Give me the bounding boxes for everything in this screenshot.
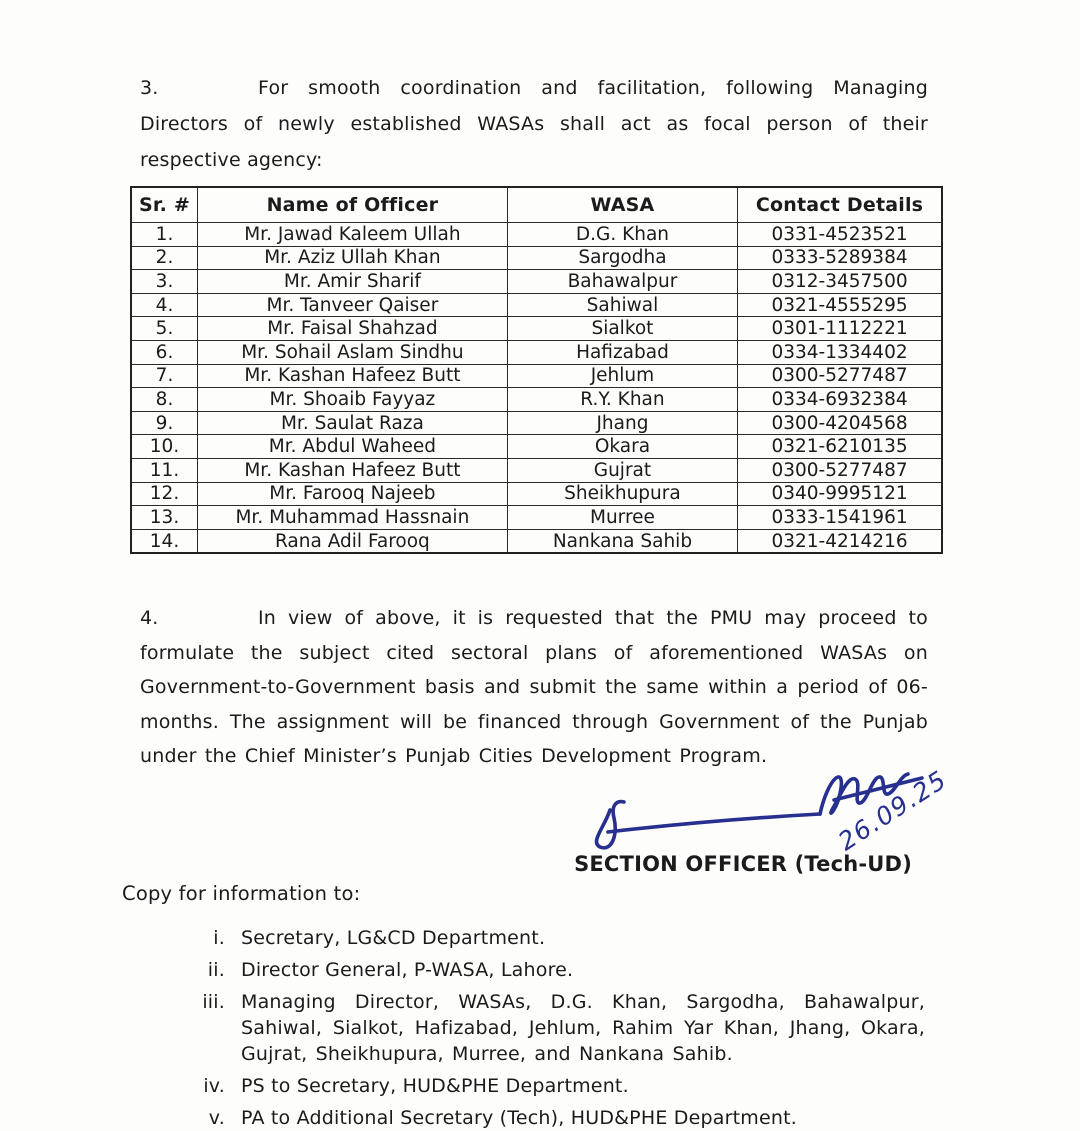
copy-item-text: Director General, P-WASA, Lahore. <box>241 958 574 981</box>
cell-sr: 2. <box>131 246 198 270</box>
cell-sr: 5. <box>131 317 198 341</box>
cell-contact: 0321-4555295 <box>738 293 942 317</box>
cell-sr: 3. <box>131 270 198 294</box>
cell-name: Mr. Kashan Hafeez Butt <box>198 458 508 482</box>
cell-name: Mr. Kashan Hafeez Butt <box>198 364 508 388</box>
header-contact: Contact Details <box>738 187 942 223</box>
cell-wasa: D.G. Khan <box>507 223 737 247</box>
cell-contact: 0312-3457500 <box>738 270 942 294</box>
cell-sr: 8. <box>131 388 198 412</box>
paragraph-4 <box>140 601 928 774</box>
section-officer-title: SECTION OFFICER (Tech-UD) <box>574 851 912 876</box>
table-row <box>131 529 942 553</box>
cell-wasa: Hafizabad <box>507 340 737 364</box>
table-row <box>131 293 942 317</box>
cell-wasa: Jehlum <box>507 364 737 388</box>
cell-name: Mr. Faisal Shahzad <box>198 317 508 341</box>
copy-item-numeral: v. <box>208 1106 225 1129</box>
cell-wasa: Jhang <box>507 411 737 435</box>
table-row <box>131 340 942 364</box>
cell-sr: 12. <box>131 482 198 506</box>
cell-wasa: Nankana Sahib <box>507 529 737 553</box>
paragraph-4-text: In view of above, it is requested that the PMU may proceed to formulate the subject cited sectoral plans of aforementioned WASAs on Government-to-Government basis and submit the same within a period of 06-months. The assignment will be financed through Government of the Punjab under the Chief Minister’s Punjab Cities Development Program. <box>140 607 928 768</box>
table-row <box>131 411 942 435</box>
cell-contact: 0340-9995121 <box>738 482 942 506</box>
signature-block <box>582 762 962 857</box>
cell-contact: 0300-5277487 <box>738 364 942 388</box>
copy-item-numeral: iv. <box>203 1074 225 1097</box>
cell-sr: 7. <box>131 364 198 388</box>
copy-item-numeral: ii. <box>207 958 225 981</box>
cell-sr: 1. <box>131 223 198 247</box>
table-row <box>131 458 942 482</box>
copy-item-text: Managing Director, WASAs, D.G. Khan, Sargodha, Bahawalpur, Sahiwal, Sialkot, Hafizabad, Jehlum, Rahim Yar Khan, Jhang, Okara, Gujrat, Sheikhupura, Murree, and Nankana Sahib. <box>241 990 925 1065</box>
cell-name: Mr. Tanveer Qaiser <box>198 293 508 317</box>
table-header-row <box>131 187 942 223</box>
cell-name: Mr. Muhammad Hassnain <box>198 506 508 530</box>
officer-table <box>130 186 943 554</box>
cell-sr: 4. <box>131 293 198 317</box>
cell-sr: 11. <box>131 458 198 482</box>
cell-sr: 6. <box>131 340 198 364</box>
cell-wasa: Sargodha <box>507 246 737 270</box>
copy-list-item <box>175 957 925 983</box>
cell-name: Mr. Sohail Aslam Sindhu <box>198 340 508 364</box>
copy-list-item <box>175 1105 925 1131</box>
cell-name: Mr. Aziz Ullah Khan <box>198 246 508 270</box>
cell-contact: 0334-1334402 <box>738 340 942 364</box>
paragraph-3-text: For smooth coordination and facilitation, following Managing Directors of newly established WASAs shall act as focal person of their respective agency: <box>140 77 928 171</box>
table-row <box>131 223 942 247</box>
copy-item-text: Secretary, LG&CD Department. <box>241 926 546 949</box>
table-row <box>131 364 942 388</box>
cell-wasa: Bahawalpur <box>507 270 737 294</box>
table-row <box>131 317 942 341</box>
copy-heading: Copy for information to: <box>122 881 361 905</box>
copy-item-text: PA to Additional Secretary (Tech), HUD&PHE Department. <box>241 1106 797 1129</box>
cell-name: Mr. Abdul Waheed <box>198 435 508 459</box>
officer-table-body <box>131 223 942 554</box>
cell-name: Mr. Farooq Najeeb <box>198 482 508 506</box>
cell-contact: 0334-6932384 <box>738 388 942 412</box>
copy-list <box>175 925 925 1131</box>
paragraph-3 <box>140 70 928 178</box>
cell-contact: 0331-4523521 <box>738 223 942 247</box>
cell-sr: 10. <box>131 435 198 459</box>
paragraph-3-number: 3. <box>140 77 159 99</box>
cell-contact: 0321-4214216 <box>738 529 942 553</box>
cell-contact: 0321-6210135 <box>738 435 942 459</box>
copy-item-numeral: i. <box>213 926 225 949</box>
cell-contact: 0333-5289384 <box>738 246 942 270</box>
header-wasa: WASA <box>507 187 737 223</box>
cell-contact: 0301-1112221 <box>738 317 942 341</box>
cell-wasa: Okara <box>507 435 737 459</box>
table-row <box>131 506 942 530</box>
cell-wasa: Sahiwal <box>507 293 737 317</box>
cell-wasa: Gujrat <box>507 458 737 482</box>
copy-list-item <box>175 1073 925 1099</box>
cell-name: Mr. Saulat Raza <box>198 411 508 435</box>
table-row <box>131 246 942 270</box>
officer-table-wrapper <box>130 186 943 554</box>
cell-contact: 0300-5277487 <box>738 458 942 482</box>
cell-sr: 9. <box>131 411 198 435</box>
cell-name: Mr. Amir Sharif <box>198 270 508 294</box>
table-row <box>131 388 942 412</box>
signature-date: 26.09.25 <box>832 764 952 857</box>
cell-contact: 0333-1541961 <box>738 506 942 530</box>
cell-wasa: R.Y. Khan <box>507 388 737 412</box>
table-row <box>131 270 942 294</box>
paragraph-4-number: 4. <box>140 607 159 630</box>
cell-name: Mr. Shoaib Fayyaz <box>198 388 508 412</box>
copy-list-item <box>175 989 925 1067</box>
cell-name: Mr. Jawad Kaleem Ullah <box>198 223 508 247</box>
cell-name: Rana Adil Farooq <box>198 529 508 553</box>
cell-wasa: Murree <box>507 506 737 530</box>
cell-sr: 14. <box>131 529 198 553</box>
copy-item-numeral: iii. <box>202 990 225 1013</box>
cell-contact: 0300-4204568 <box>738 411 942 435</box>
copy-item-text: PS to Secretary, HUD&PHE Department. <box>241 1074 629 1097</box>
cell-sr: 13. <box>131 506 198 530</box>
header-sr: Sr. # <box>131 187 198 223</box>
cell-wasa: Sialkot <box>507 317 737 341</box>
table-row <box>131 482 942 506</box>
copy-list-item <box>175 925 925 951</box>
table-row <box>131 435 942 459</box>
header-name: Name of Officer <box>198 187 508 223</box>
cell-wasa: Sheikhupura <box>507 482 737 506</box>
